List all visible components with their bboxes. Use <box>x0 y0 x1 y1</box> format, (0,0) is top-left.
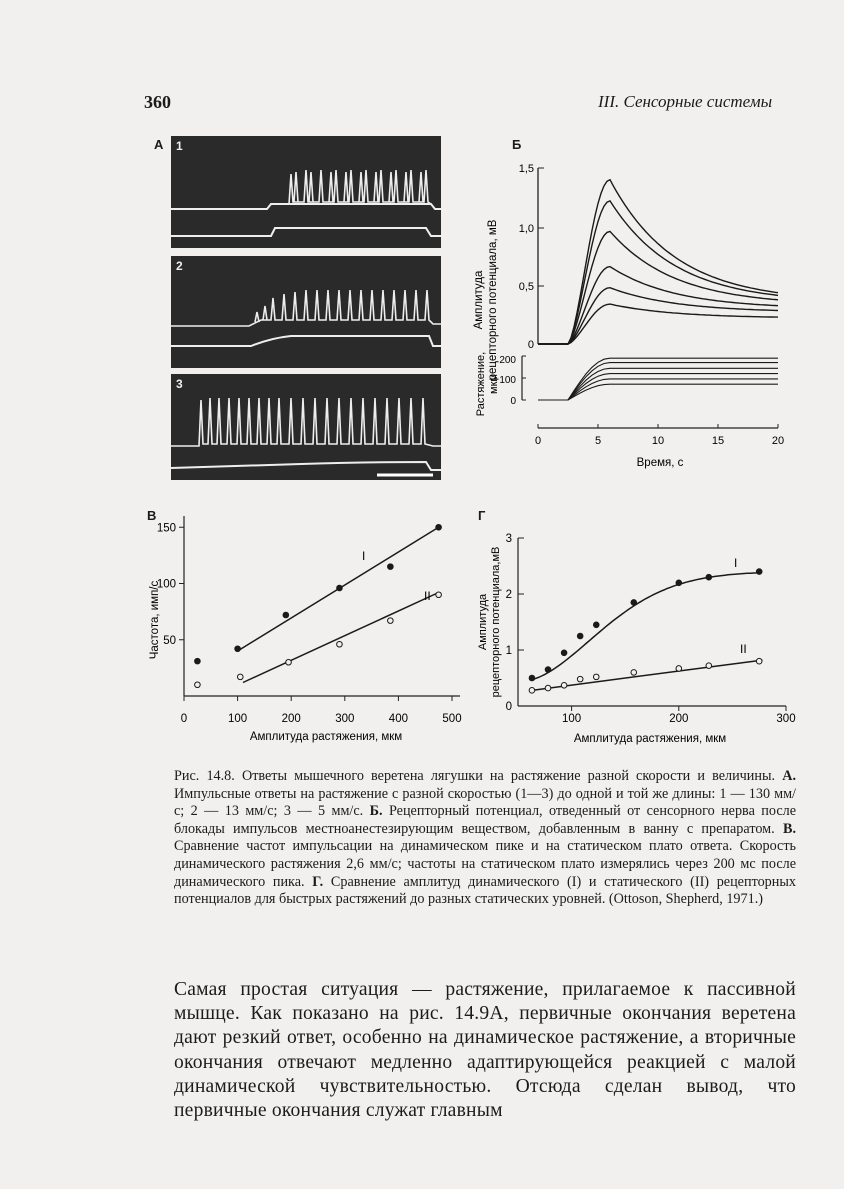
panel-v-series-label: I <box>362 549 366 563</box>
trace-panel-1 <box>171 136 441 248</box>
panel-g-ylabel-2: рецепторного потенциала,мВ <box>490 546 502 698</box>
panel-v-ticks <box>157 522 462 725</box>
panel-v-chart <box>140 510 470 750</box>
panel-v-ylabel: Частота, имп/с <box>149 580 161 660</box>
panel-v-series-label: II <box>424 589 431 603</box>
trace-label-1: 1 <box>176 139 183 153</box>
panel-v-point <box>237 674 243 680</box>
caption-part: В. <box>782 820 796 837</box>
panel-g-ytick-label: 2 <box>505 589 512 601</box>
panel-b-series-line <box>538 201 778 344</box>
panel-b-chart <box>460 150 800 480</box>
panel-g-series-label: I <box>734 556 738 570</box>
panel-v-ytick-label: 150 <box>156 522 176 535</box>
panel-g-point <box>706 574 712 580</box>
panel-g-chart <box>470 522 800 752</box>
panel-b-series-line <box>538 180 778 344</box>
panel-g-point <box>631 600 637 606</box>
panel-g-point <box>631 670 637 676</box>
panel-b-stick: 200 <box>499 355 516 366</box>
panel-b-ytick: 1,0 <box>518 223 534 235</box>
panel-b-stick: 0 <box>510 396 516 407</box>
panel-g-ylabel-1: Амплитуда <box>477 593 489 651</box>
panel-g-series-label: II <box>740 642 747 656</box>
panel-v-xtick-label: 200 <box>281 713 301 725</box>
panel-v-fit-line <box>243 593 439 683</box>
panel-v-xtick-label: 100 <box>228 713 248 725</box>
panel-g-point <box>593 674 599 680</box>
trace-1-graphic <box>171 136 441 248</box>
caption-part: А. <box>782 768 796 784</box>
panel-v-point <box>436 592 442 598</box>
panel-g-xlabel: Амплитуда растяжения, мкм <box>573 733 727 745</box>
panel-g-point <box>756 569 762 575</box>
caption-part: Б. <box>369 803 383 820</box>
panel-v-letter: В <box>147 508 157 523</box>
panel-g-point <box>706 663 712 669</box>
panel-b-ylabel-1: Амплитуда <box>473 270 485 330</box>
panel-b-ytick: 1,5 <box>518 163 534 175</box>
panel-b-xlabel: Время, с <box>636 457 684 469</box>
trace-label-3: 3 <box>176 377 183 391</box>
panel-v-point <box>337 585 343 591</box>
panel-g-point <box>593 622 599 628</box>
panel-g-xtick-label: 200 <box>669 713 689 725</box>
panel-v-point <box>195 658 201 664</box>
panel-g-ytick-label: 3 <box>505 533 512 545</box>
panel-v-point <box>436 524 442 530</box>
body-paragraph: Самая простая ситуация — растяжение, прилагаемое к пассивной мышце. Как показано на рис. 14.9А, первичные окончания веретена дают резкий ответ, особенно на динамическое растяжение, а вторичные окончания отвечают медленно адаптирующейся реакцией с малой динамической чувствительностью. Отсюда сделан вывод, что первичные окончания служат главным <box>174 979 796 1122</box>
trace-2-graphic <box>171 256 441 368</box>
panel-v-point <box>337 641 343 647</box>
panel-v-point <box>235 646 241 652</box>
page-number: 360 <box>144 92 171 112</box>
panel-v-ytick-label: 50 <box>163 634 176 647</box>
trace-panel-3 <box>171 374 441 480</box>
panel-g-xtick-label: 300 <box>776 713 796 725</box>
panel-b-ytick: 0 <box>527 339 534 351</box>
panel-g-point <box>561 650 567 656</box>
panel-v-plot <box>195 524 442 687</box>
caption-part: Г. <box>312 873 324 890</box>
panel-v-point <box>388 618 394 624</box>
section-title: III. Сенсорные системы <box>598 92 773 111</box>
panel-g-point <box>676 666 682 672</box>
panel-b-xtick-label: 20 <box>771 435 785 447</box>
panel-b-stretch-label-2: мкм <box>488 374 500 394</box>
panel-g-point <box>577 633 583 639</box>
caption-part: Рецепторный потенциал, отведенный от сенсорного нерва после блокады импульсов местноанестезирующим веществом, добавленным в ванну с препаратом. <box>174 803 796 837</box>
panel-b-ytick: 0,5 <box>518 281 534 293</box>
panel-g-plot <box>529 569 762 693</box>
panel-b-letter: Б <box>512 137 522 152</box>
panel-v-xlabel: Амплитуда растяжения, мкм <box>249 731 403 743</box>
panel-g-letter: Г <box>478 508 486 523</box>
panel-b-stretch-curves <box>538 358 778 400</box>
panel-g-point <box>529 675 535 681</box>
panel-v-xtick-label: 0 <box>180 713 188 725</box>
trace-3-graphic <box>171 374 441 480</box>
panel-b-xtick-label: 0 <box>534 435 542 447</box>
panel-g-point <box>676 580 682 586</box>
figure-caption <box>174 768 796 909</box>
panel-b-curves <box>538 180 778 344</box>
panel-b-stretch-label-1: Растяжение, <box>475 351 487 417</box>
panel-g-point <box>529 688 535 694</box>
panel-g-fit-line <box>532 573 760 680</box>
trace-label-2: 2 <box>176 259 183 273</box>
panel-v-xtick-label: 500 <box>442 713 462 725</box>
panel-v-point <box>195 682 201 688</box>
panel-v-ytick-label: 100 <box>156 578 176 591</box>
panel-g-point <box>561 682 567 688</box>
caption-part: Импульсные ответы на растяжение с разной скоростью (1—3) до одной и той же длины: 1 — 130 мм/с; 2 — 13 мм/с; 3 — 5 мм/с. <box>174 785 796 820</box>
panel-g-point <box>756 658 762 664</box>
panel-g-point <box>577 676 583 682</box>
panel-g-xtick-label: 100 <box>562 713 582 725</box>
panel-g-point <box>545 685 551 691</box>
panel-b-xtick-label: 5 <box>594 435 602 447</box>
panel-v-xtick-label: 300 <box>335 713 355 725</box>
panel-b-xtick-label: 10 <box>651 435 665 447</box>
panel-a-letter: А <box>154 137 164 152</box>
panel-b-ylabel-2: рецепторного потенциала, мВ <box>487 219 499 381</box>
panel-g-ytick-label: 0 <box>505 701 512 713</box>
panel-g-ytick-label: 1 <box>505 645 512 657</box>
caption-part: Сравнение частот импульсации на динамическом пике и на статическом плато ответа. Скорость динамического растяжения 2,6 мм/с; частоты на статическом плато измерялись через 200 мс после динамического пика. <box>174 838 796 890</box>
panel-b-xtick-label: 15 <box>711 435 725 447</box>
panel-v-point <box>388 564 394 570</box>
panel-v-point <box>286 659 292 665</box>
trace-panel-2 <box>171 256 441 368</box>
panel-v-point <box>283 612 289 618</box>
caption-part: Рис. 14.8. Ответы мышечного веретена лягушки на растяжение разной скорости и величины. <box>174 768 783 784</box>
caption-part: Сравнение амплитуд динамического (I) и статического (II) рецепторных потенциалов для быстрых растяжений до разных статических уровней. (Ottoson, Shepherd, 1971.) <box>174 873 796 908</box>
panel-b-stick: 100 <box>499 375 516 386</box>
panel-g-ticks <box>506 533 796 725</box>
panel-v-xtick-label: 400 <box>388 713 408 725</box>
panel-g-point <box>545 667 551 673</box>
